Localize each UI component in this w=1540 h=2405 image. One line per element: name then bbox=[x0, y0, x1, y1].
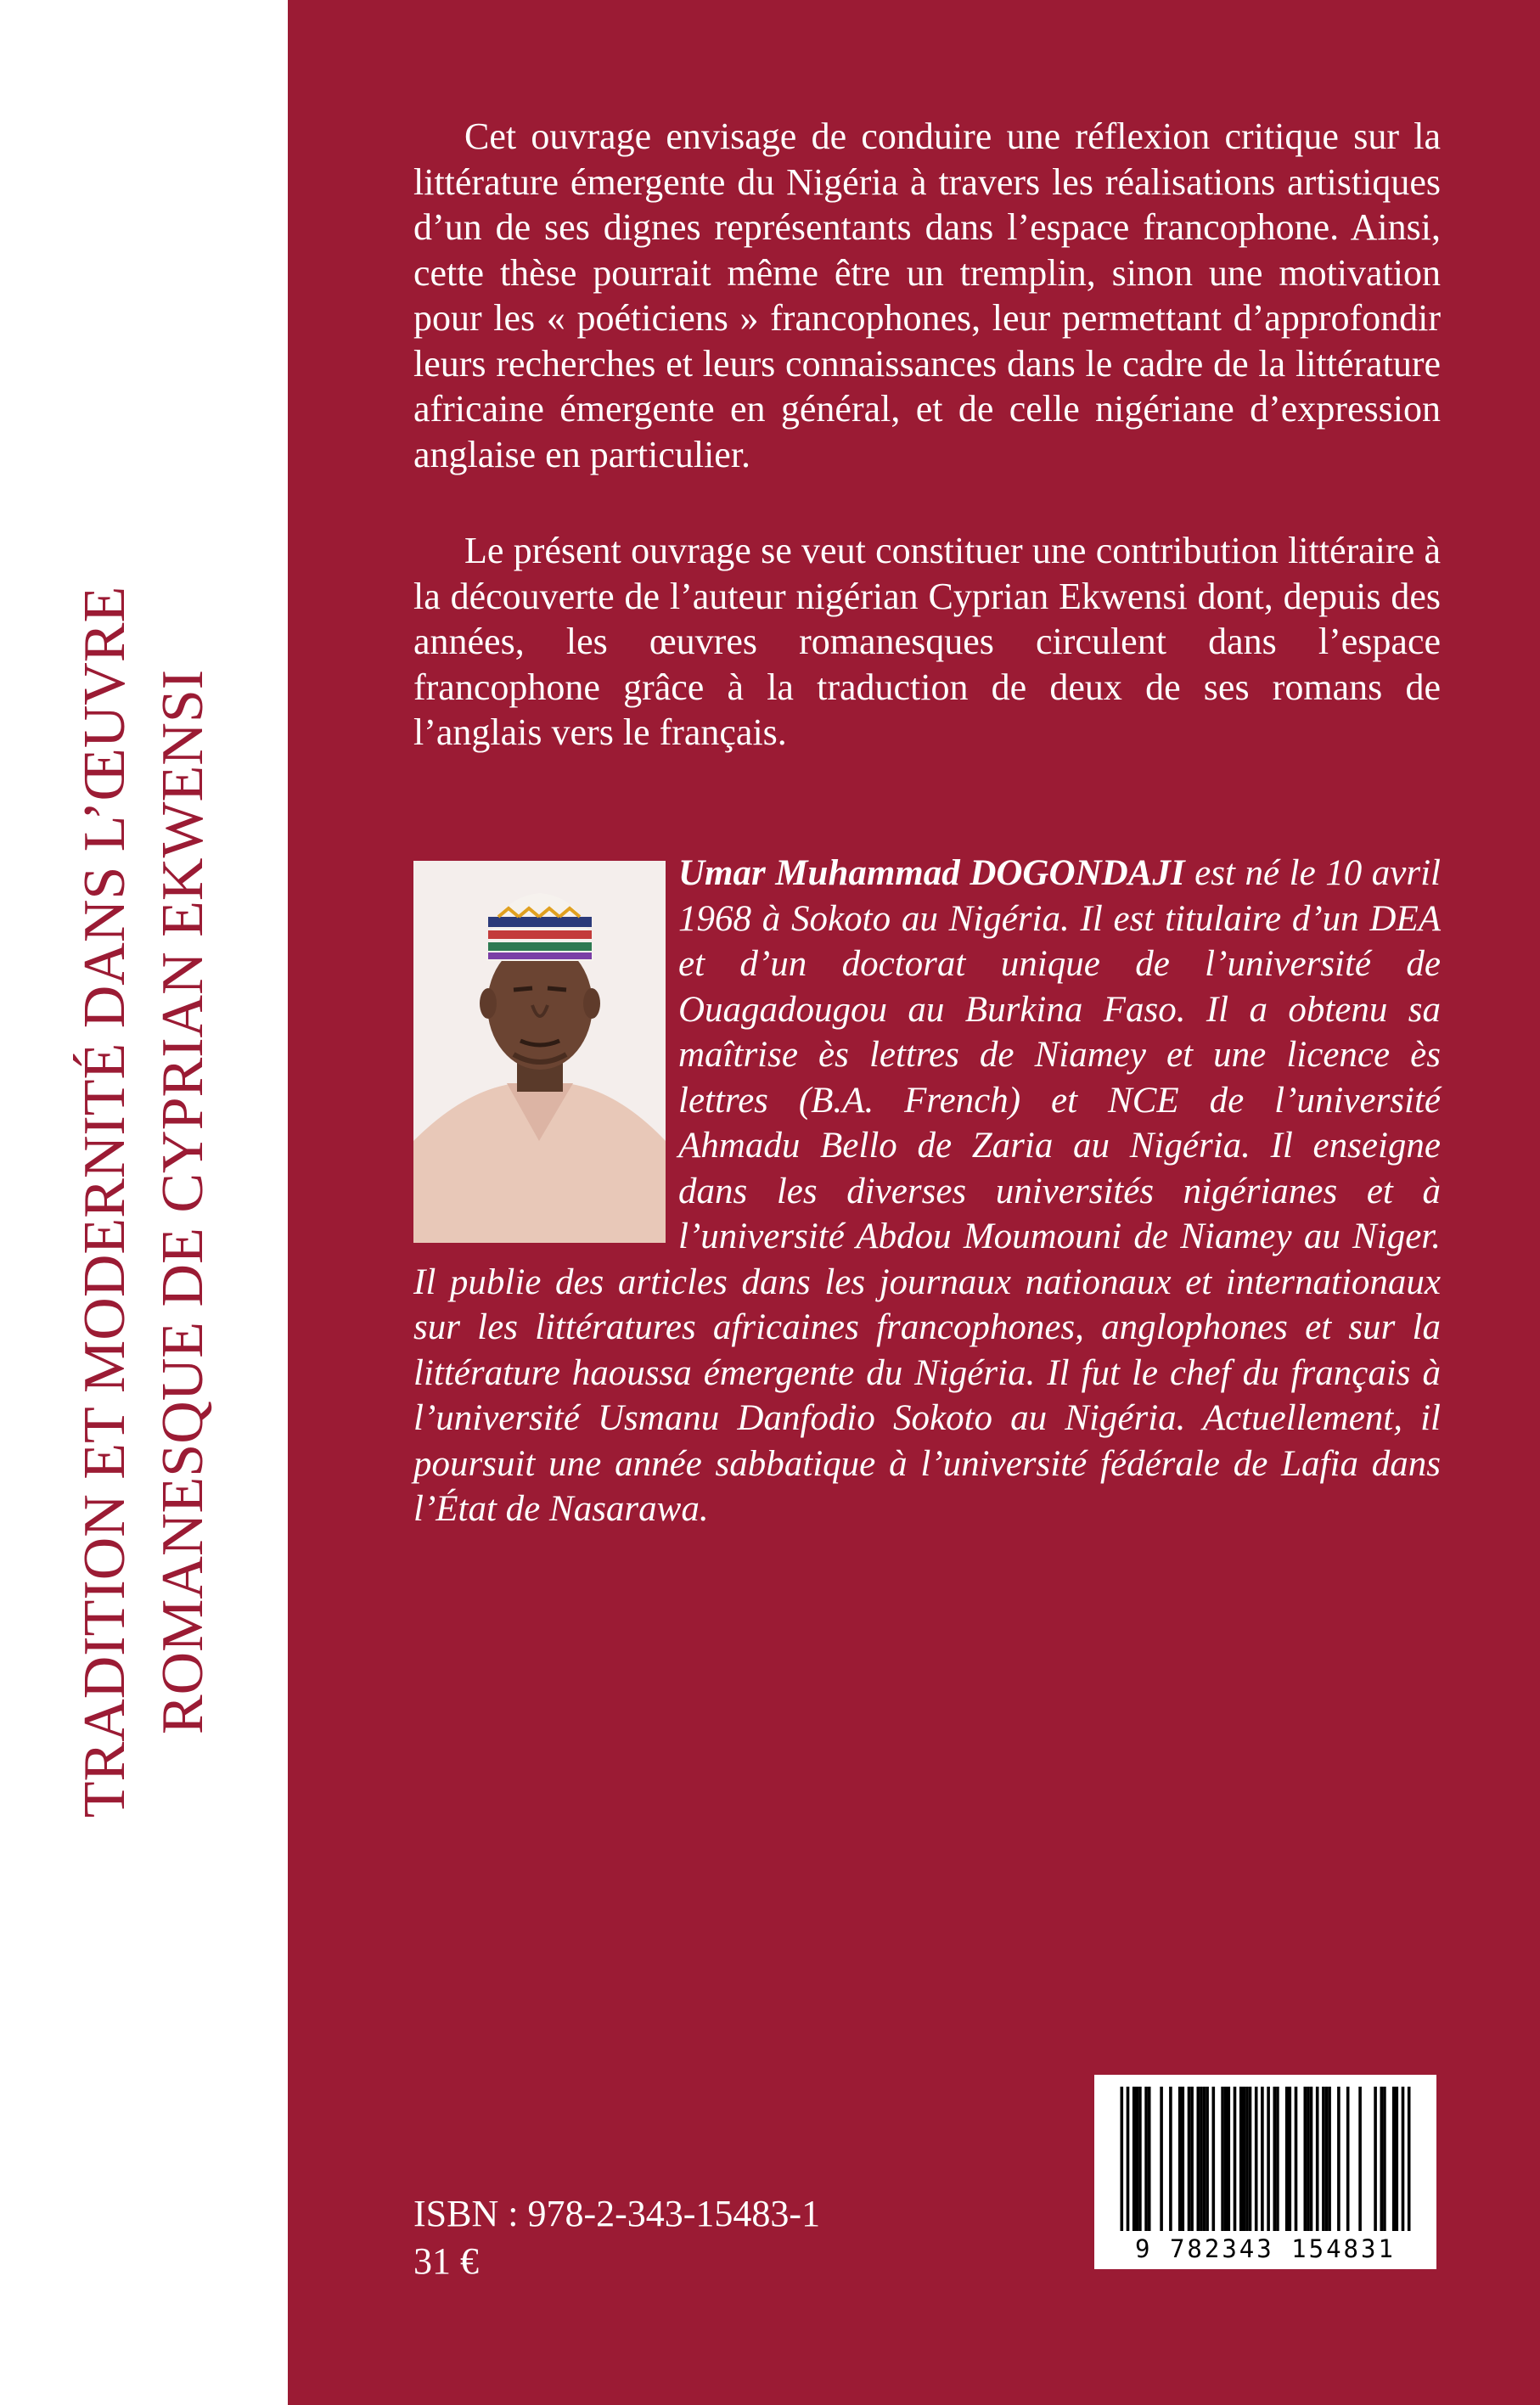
barcode-bar bbox=[1273, 2087, 1277, 2231]
barcode-bar bbox=[1197, 2087, 1200, 2231]
barcode-bar bbox=[1276, 2087, 1279, 2231]
barcode-bar bbox=[1234, 2087, 1237, 2231]
barcode-bar bbox=[1358, 2087, 1362, 2231]
barcode-bar bbox=[1206, 2087, 1209, 2231]
barcode-bar bbox=[1380, 2087, 1384, 2231]
barcode-digits: 9 782343 154831 bbox=[1135, 2234, 1396, 2263]
isbn-number: ISBN : 978-2-343-15483-1 bbox=[413, 2193, 821, 2234]
barcode-bar bbox=[1178, 2087, 1182, 2231]
barcode-bar bbox=[1200, 2087, 1203, 2231]
isbn-block bbox=[413, 2190, 820, 2285]
synopsis-paragraph-1: Cet ouvrage envisage de conduire une réflexion critique sur la littérature émergente du Nigéria à travers les réalisations artistiques d’un de ses dignes représentants dans l’espace francophone. Ainsi, cette thèse pourrait même être un tremplin, sinon une motivation pour les « poéticiens » francophones, leur permettant d’approfondir leurs recherches et leurs connaissances dans le cadre de la littérature africaine émergente en général, et de celle nigériane d’expression anglaise en particulier. bbox=[413, 115, 1441, 475]
spine-title bbox=[66, 587, 222, 1818]
barcode-bar bbox=[1224, 2087, 1228, 2231]
barcode-bar bbox=[1310, 2087, 1313, 2231]
photo-spacer bbox=[413, 851, 678, 1239]
barcode-bar bbox=[1408, 2087, 1411, 2231]
price: 31 € bbox=[413, 2240, 479, 2282]
spine-title-line-1: TRADITION ET MODERNITÉ DANS L’ŒUVRE bbox=[72, 586, 138, 1818]
barcode-bar bbox=[1133, 2087, 1136, 2231]
barcode-bar bbox=[1383, 2087, 1386, 2231]
barcode-bar bbox=[1239, 2087, 1243, 2231]
barcode-bar bbox=[1316, 2087, 1319, 2231]
barcode-bar bbox=[1212, 2087, 1216, 2231]
barcode-bar bbox=[1392, 2087, 1396, 2231]
barcode-bar bbox=[1285, 2087, 1289, 2231]
barcode-bar bbox=[1346, 2087, 1350, 2231]
barcode-bar bbox=[1337, 2087, 1340, 2231]
barcode-bar bbox=[1295, 2087, 1298, 2231]
barcode bbox=[1094, 2075, 1436, 2269]
barcode-bar bbox=[1228, 2087, 1231, 2231]
barcode-bar bbox=[1267, 2087, 1270, 2231]
barcode-bar bbox=[1136, 2087, 1139, 2231]
spine-panel bbox=[0, 0, 288, 2405]
barcode-bar bbox=[1121, 2087, 1124, 2231]
author-bio-text: est né le 10 avril 1968 à Sokoto au Nigéria. Il est titulaire d’un DEA et d’un doctorat unique de l’université de Ouagadougou au Burkina Faso. Il a obtenu sa maîtrise ès lettres de Niamey et une licence ès lettres (B.A. French) et NCE de l’université Ahmadu Bello de Zaria au Nigéria. Il enseigne dans les diverses universités nigérianes et à l’université Abdou Moumouni de Niamey au Niger. Il publie des articles dans les journaux nationaux et internationaux sur les littératures africaines francophones, anglophones et sur la littérature haoussa émergente du Nigéria. Il fut le chef du français à l’université Usmanu Danfodio Sokoto au Nigéria. Actuellement, il poursuit une année sabbatique à l’université fédérale de Lafia dans l’État de Nasarawa. bbox=[413, 853, 1441, 1529]
barcode-bar bbox=[1374, 2087, 1377, 2231]
barcode-bar bbox=[1328, 2087, 1331, 2231]
barcode-bar bbox=[1322, 2087, 1325, 2231]
barcode-bar bbox=[1402, 2087, 1405, 2231]
barcode-bar bbox=[1188, 2087, 1191, 2231]
barcode-bar bbox=[1190, 2087, 1194, 2231]
barcode-bar bbox=[1127, 2087, 1130, 2231]
spine-title-line-2: ROMANESQUE DE CYPRIAN EKWENSI bbox=[150, 669, 216, 1735]
barcode-bar bbox=[1396, 2087, 1399, 2231]
barcode-bar bbox=[1289, 2087, 1292, 2231]
barcode-bar bbox=[1325, 2087, 1329, 2231]
barcode-bar bbox=[1307, 2087, 1310, 2231]
barcode-bar bbox=[1148, 2087, 1151, 2231]
barcode-bar bbox=[1304, 2087, 1307, 2231]
barcode-bar bbox=[1169, 2087, 1172, 2231]
author-name: Umar Muhammad DOGONDAJI bbox=[678, 853, 1185, 893]
barcode-bar bbox=[1245, 2087, 1249, 2231]
barcode-bar bbox=[1221, 2087, 1224, 2231]
author-bio bbox=[413, 851, 1441, 1532]
barcode-bar bbox=[1255, 2087, 1258, 2231]
barcode-bar bbox=[1261, 2087, 1264, 2231]
barcode-bar bbox=[1138, 2087, 1142, 2231]
synopsis-paragraph-2: Le présent ouvrage se veut constituer une contribution littéraire à la découverte de l’auteur nigérian Cyprian Ekwensi dont, depuis des années, les œuvres romanesques circulent dans l’espace francophone grâce à la traduction de deux de ses romans de l’anglais vers le français. bbox=[413, 530, 1441, 753]
barcode-bar bbox=[1182, 2087, 1185, 2231]
barcode-bar bbox=[1243, 2087, 1246, 2231]
barcode-bar bbox=[1203, 2087, 1206, 2231]
barcode-bar bbox=[1144, 2087, 1148, 2231]
back-cover bbox=[288, 0, 1540, 2405]
barcode-bar bbox=[1249, 2087, 1252, 2231]
barcode-bar bbox=[1160, 2087, 1163, 2231]
